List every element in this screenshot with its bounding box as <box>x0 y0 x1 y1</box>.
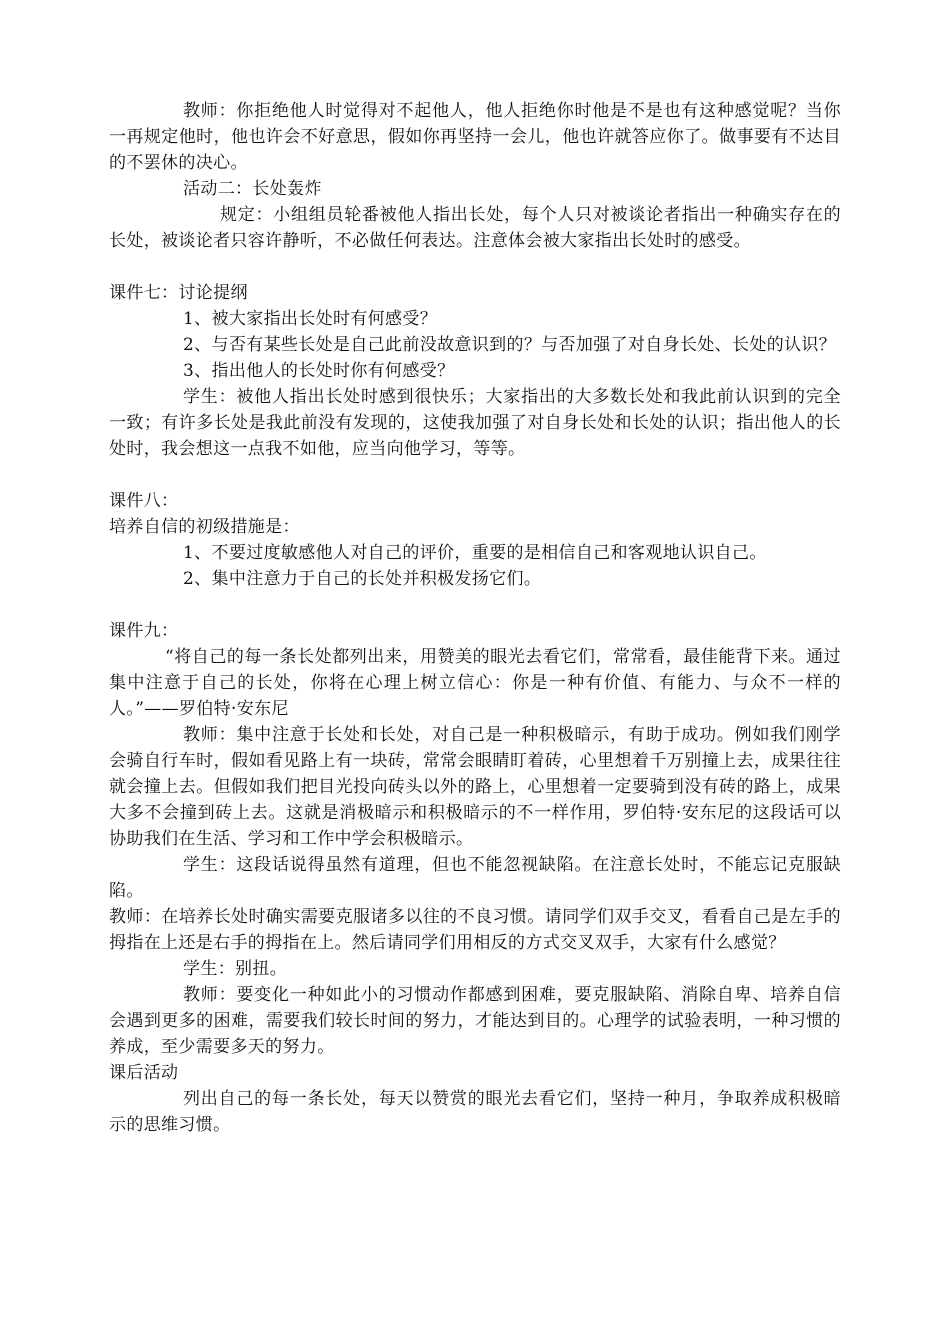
measures-heading: 培养自信的初级措施是： <box>109 517 300 537</box>
activity-two-heading: 活动二：长处轰炸 <box>183 179 322 199</box>
paragraph-student-response: 学生：被他人指出长处时感到很快乐；大家指出的大多数长处和我此前认识到的完全一致；有许多长处是我此前没有发现的，这使我加强了对自身长处和长处的认识；指出他人的长处时，我会想这一点我不如他，应当向他学习，等等。 <box>109 387 841 459</box>
paragraph-teacher-positive-suggestion: 教师：集中注意于长处和长处，对自己是一种积极暗示，有助于成功。例如我们刚学会骑自行车时，假如看见路上有一块砖，常常会眼睛盯着砖，心里想着千万别撞上去，成果往往就会撞上去。但假如我们把目光投向砖头以外的路上，心里想着一定要骑到没有砖的路上，成果大多不会撞到砖上去。这就是消极暗示和积极暗示的不一样作用，罗伯特·安东尼的这段话可以协助我们在生活、学习和工作中学会积极暗示。 <box>109 725 841 849</box>
paragraph-after-class-activity: 列出自己的每一条长处，每天以赞赏的眼光去看它们，坚持一种月，争取养成积极暗示的思维习惯。 <box>109 1089 841 1135</box>
measure-item-1: 1、不要过度敏感他人对自己的评价，重要的是相信自己和客观地认识自己。 <box>183 543 767 563</box>
paragraph-student-defects: 学生：这段话说得虽然有道理，但也不能忽视缺陷。在注意长处时，不能忘记克服缺陷。 <box>109 855 841 901</box>
courseware-seven-heading: 课件七：讨论提纲 <box>109 283 248 303</box>
discussion-item-2: 2、与否有某些长处是自己此前没故意识到的？与否加强了对自身长处、长处的认识？ <box>183 335 837 355</box>
discussion-item-3: 3、指出他人的长处时你有何感受？ <box>183 361 455 381</box>
discussion-item-1: 1、被大家指出长处时有何感受？ <box>183 309 438 329</box>
after-class-activity-heading: 课后活动 <box>109 1063 179 1083</box>
spacer <box>109 254 841 280</box>
quote-paragraph: “将自己的每一条长处都列出来，用赞美的眼光去看它们，常常看，最佳能背下来。通过集中注意于自己的长处，你将在心理上树立信心：你是一种有价值、有能力、与众不一样的人。”——罗伯特·安东尼 <box>109 647 841 719</box>
paragraph-teacher-conclusion: 教师：要变化一种如此小的习惯动作都感到困难，要克服缺陷、消除自卑、培养自信会遇到更多的困难，需要我们较长时间的努力，才能达到目的。心理学的试验表明，一种习惯的养成，至少需要多天的努力。 <box>109 985 841 1057</box>
spacer <box>109 592 841 618</box>
paragraph-teacher-habits: 教师：在培养长处时确实需要克服诸多以往的不良习惯。请同学们双手交叉，看看自己是左手的拇指在上还是右手的拇指在上。然后请同学们用相反的方式交叉双手，大家有什么感觉？ <box>109 907 841 953</box>
courseware-eight-heading: 课件八： <box>109 491 179 511</box>
paragraph-teacher-refusal: 教师：你拒绝他人时觉得对不起他人，他人拒绝你时他是不是也有这种感觉呢？当你一再规定他时，他也许会不好意思，假如你再坚持一会儿，他也许就答应你了。做事要有不达目的不罢休的决心。 <box>109 101 841 173</box>
measure-item-2: 2、集中注意力于自己的长处并积极发扬它们。 <box>183 569 542 589</box>
paragraph-student-awkward: 学生：别扭。 <box>183 959 288 979</box>
paragraph-activity-rules: 规定：小组组员轮番被他人指出长处，每个人只对被谈论者指出一种确实存在的长处，被谈论者只容许静听，不必做任何表达。注意体会被大家指出长处时的感受。 <box>109 205 841 251</box>
courseware-nine-heading: 课件九： <box>109 621 179 641</box>
document-page <box>109 98 841 1138</box>
spacer <box>109 462 841 488</box>
